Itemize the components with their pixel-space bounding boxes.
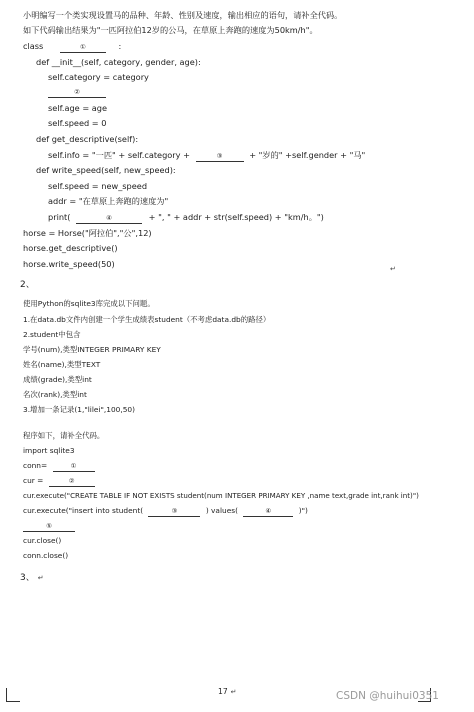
cur-prefix: cur =: [23, 476, 44, 485]
paragraph-return-icon: ↵: [37, 574, 44, 582]
print-line: [48, 212, 324, 224]
call-write-speed: [23, 259, 396, 273]
q2-blank-2[interactable]: ②: [49, 477, 95, 487]
init-def: def __init__(self, category, gender, age):: [36, 57, 201, 67]
age-assign: self.age = age: [48, 103, 108, 113]
call-descriptive: horse.get_descriptive(): [23, 243, 118, 253]
obj-create: horse = Horse("阿拉伯","公",12): [23, 228, 152, 238]
q2-program-intro: 程序如下，请补全代码。: [23, 431, 105, 440]
create-table-line: cur.execute("CREATE TABLE IF NOT EXISTS student(num INTEGER PRIMARY KEY ,name text,grade int,rank int)"): [23, 491, 419, 500]
q2-item: 姓名(name),类型TEXT: [23, 360, 101, 369]
speed-new: self.speed = new_speed: [48, 181, 148, 191]
q2-blank-5[interactable]: ⑤: [23, 522, 75, 532]
addr-assign: addr = "在草原上奔跑的速度为": [48, 196, 169, 206]
conn-prefix: conn=: [23, 461, 48, 470]
conn-line: [23, 460, 95, 472]
conn-close: conn.close(): [23, 551, 69, 560]
print-suffix: + ", " + addr + str(self.speed) + "km/h。"): [148, 212, 324, 222]
write-speed-def: def write_speed(self, new_speed):: [36, 165, 176, 175]
blank-1[interactable]: ①: [60, 43, 106, 53]
csdn-watermark: CSDN @huihui0351: [336, 690, 439, 702]
crop-mark: [6, 701, 20, 702]
print-prefix: print(: [48, 212, 71, 222]
paragraph-return-icon: ↵: [390, 265, 396, 273]
class-keyword: class: [23, 41, 44, 51]
q2-blank-4[interactable]: ④: [243, 507, 293, 517]
blank-5-line: [23, 520, 75, 532]
category-assign: self.category = category: [48, 72, 149, 82]
crop-mark: [6, 688, 7, 702]
q2-item: 3.增加一条记录(1,"lilei",100,50): [23, 405, 135, 414]
q3-number-text: 3、: [20, 573, 35, 583]
insert-suffix: )"): [298, 506, 308, 515]
q2-item: 1.在data.db文件内创建一个学生成绩表student（不考虑data.db的路径）: [23, 315, 271, 324]
info-prefix: self.info = "一匹" + self.category +: [48, 150, 190, 160]
q1-intro: 小明编写一个类实现设置马的品种、年龄、性别及速度，输出相应的语句，请补全代码。: [23, 10, 343, 20]
q3-number: [20, 573, 44, 584]
cur-close: cur.close(): [23, 536, 62, 545]
insert-prefix: cur.execute("insert into student(: [23, 506, 144, 515]
q2-item: 名次(rank),类型int: [23, 390, 87, 399]
insert-mid: ) values(: [205, 506, 238, 515]
page-number: [218, 687, 237, 696]
class-line: [23, 41, 121, 53]
import-line: import sqlite3: [23, 446, 75, 455]
blank-3[interactable]: ③: [196, 152, 244, 162]
get-descriptive-def: def get_descriptive(self):: [36, 134, 139, 144]
class-colon: :: [118, 41, 122, 51]
page-number-text: 17: [218, 687, 228, 696]
call-write-speed-text: horse.write_speed(50): [23, 259, 115, 269]
q1-result-line: 如下代码输出结果为"一匹阿拉伯12岁的公马，在草原上奔跑的速度为50km/h"。: [23, 25, 318, 35]
blank-2[interactable]: ②: [48, 88, 106, 98]
blank-4[interactable]: ④: [76, 214, 142, 224]
q2-item: 学号(num),类型INTEGER PRIMARY KEY: [23, 345, 161, 354]
q2-blank-3[interactable]: ③: [148, 507, 200, 517]
cur-line: [23, 475, 95, 487]
q2-blank-1[interactable]: ①: [53, 462, 95, 472]
info-line: [48, 150, 365, 162]
q2-item: 成绩(grade),类型int: [23, 375, 92, 384]
info-suffix: + "岁的" +self.gender + "马": [249, 150, 366, 160]
insert-line: [23, 505, 308, 517]
blank-2-line: [48, 86, 106, 98]
speed-assign: self.speed = 0: [48, 118, 107, 128]
paragraph-return-icon: ↵: [230, 688, 237, 696]
q2-title: 使用Python的sqlite3库完成以下问题。: [23, 299, 155, 308]
q2-item: 2.student中包含: [23, 330, 81, 339]
q2-number: 2、: [20, 280, 35, 290]
